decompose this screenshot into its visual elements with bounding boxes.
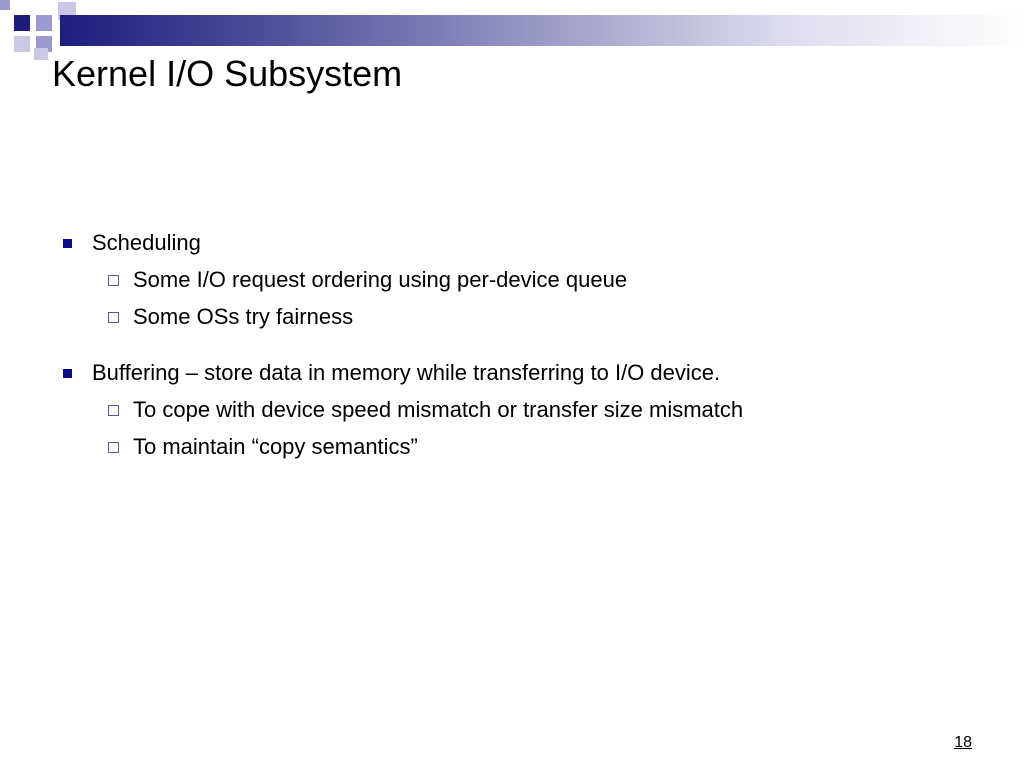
bullet-text: Scheduling — [92, 230, 201, 255]
sub-bullet-item — [60, 432, 980, 462]
sub-bullet-item — [60, 302, 980, 332]
decor-square-icon — [14, 15, 30, 31]
decor-square-icon — [34, 48, 48, 60]
hollow-square-bullet-icon — [108, 275, 119, 286]
decor-square-icon — [36, 15, 52, 31]
bullet-group — [60, 228, 980, 332]
slide-body — [60, 228, 980, 488]
decor-square-icon — [14, 36, 30, 52]
slide-title: Kernel I/O Subsystem — [52, 53, 403, 94]
sub-bullet-text: To cope with device speed mismatch or transfer size mismatch — [133, 397, 744, 422]
page-number-link[interactable]: 18 — [954, 734, 972, 751]
bullet-group — [60, 358, 980, 462]
header-gradient-bar — [60, 15, 1024, 46]
decor-square-icon — [0, 0, 10, 10]
bullet-item — [60, 358, 980, 388]
sub-bullet-text: Some OSs try fairness — [133, 304, 354, 329]
bullet-text: Buffering – store data in memory while transferring to I/O device. — [92, 360, 721, 385]
sub-bullet-item — [60, 395, 980, 425]
sub-bullet-item — [60, 265, 980, 295]
hollow-square-bullet-icon — [108, 312, 119, 323]
square-bullet-icon — [63, 369, 72, 378]
hollow-square-bullet-icon — [108, 405, 119, 416]
sub-bullet-text: Some I/O request ordering using per-device queue — [133, 267, 628, 292]
hollow-square-bullet-icon — [108, 442, 119, 453]
sub-bullet-text: To maintain “copy semantics” — [133, 434, 418, 459]
square-bullet-icon — [63, 239, 72, 248]
bullet-item — [60, 228, 980, 258]
